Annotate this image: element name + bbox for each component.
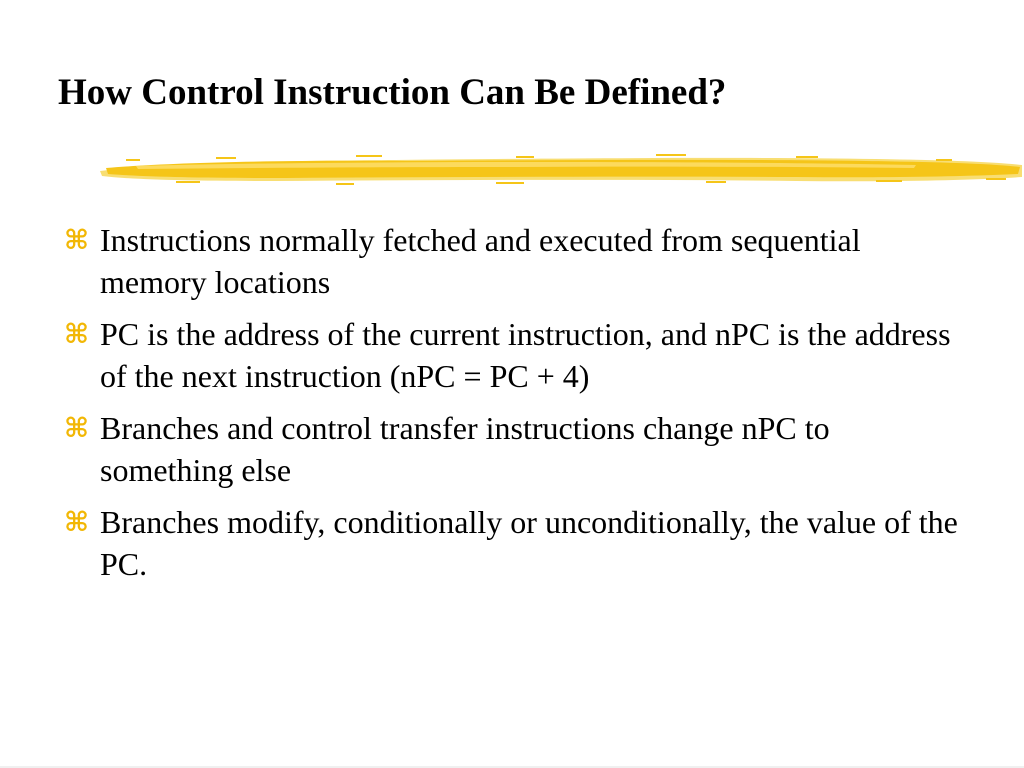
- command-key-icon: ⌘: [64, 225, 90, 256]
- command-key-icon: ⌘: [64, 319, 90, 350]
- bullet-text: PC is the address of the current instruction, and nPC is the address of the next instruction (nPC = PC + 4): [100, 316, 951, 394]
- command-key-icon: ⌘: [64, 507, 90, 538]
- bullet-text: Branches and control transfer instructions change nPC to something else: [100, 410, 830, 488]
- bullet-item: [62, 407, 962, 491]
- command-key-icon: ⌘: [64, 413, 90, 444]
- bullet-text: Branches modify, conditionally or unconditionally, the value of the PC.: [100, 504, 958, 582]
- bullet-item: [62, 501, 962, 585]
- title-underline-brush-stroke: [96, 150, 1024, 190]
- bullet-list: [62, 219, 962, 595]
- slide-title: How Control Instruction Can Be Defined?: [58, 72, 727, 113]
- bullet-item: [62, 313, 962, 397]
- bullet-item: [62, 219, 962, 303]
- bullet-text: Instructions normally fetched and executed from sequential memory locations: [100, 222, 861, 300]
